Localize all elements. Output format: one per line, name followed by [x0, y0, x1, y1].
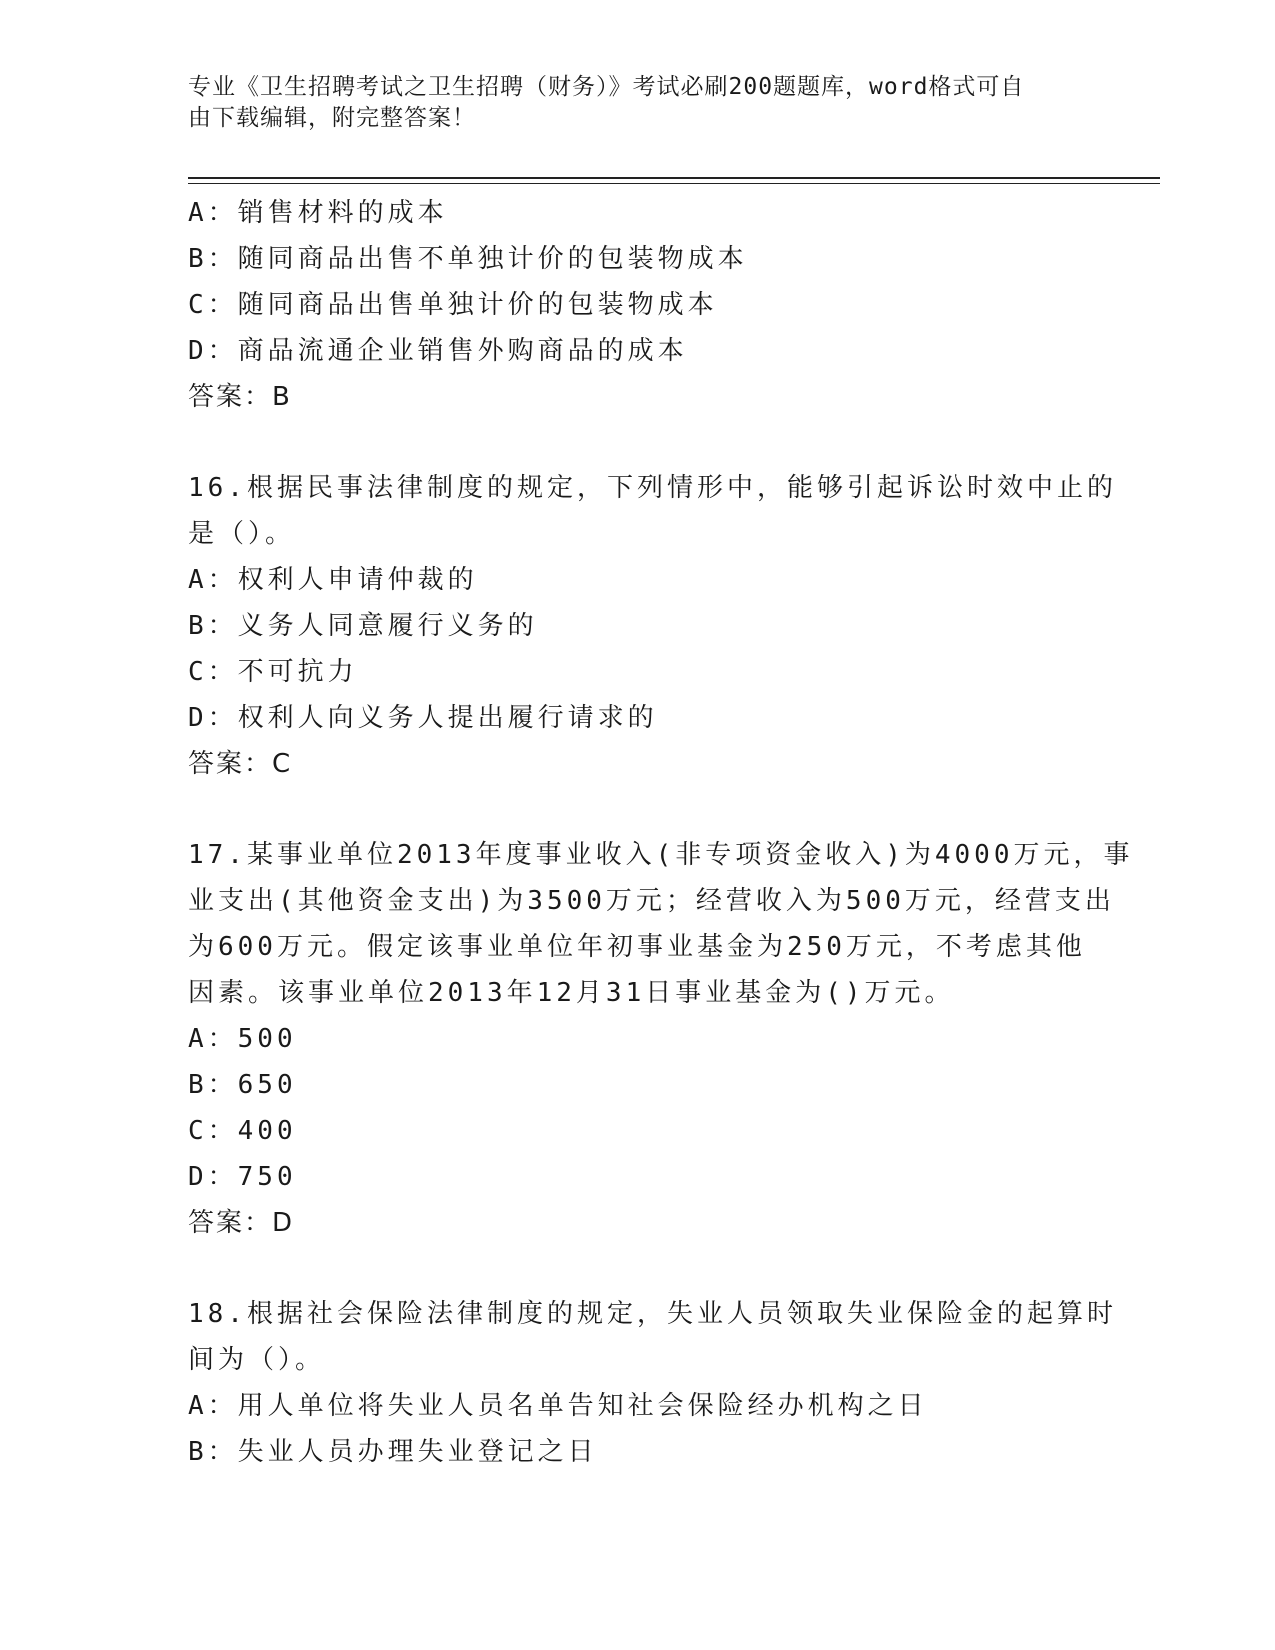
option-a: A：权利人申请仲裁的 — [188, 565, 478, 595]
question-stem-line: 为600万元。假定该事业单位年初事业基金为250万元，不考虑其他 — [188, 932, 1086, 962]
question-stem-line: 因素。该事业单位2013年12月31日事业基金为()万元。 — [188, 978, 955, 1008]
question-stem-line: 18.根据社会保险法律制度的规定，失业人员领取失业保险金的起算时 — [188, 1299, 1117, 1329]
question-18 — [188, 1291, 1117, 1475]
answer-line: 答案：D — [188, 1208, 295, 1238]
question-17 — [188, 832, 1134, 1246]
option-c: C：随同商品出售单独计价的包装物成本 — [188, 290, 718, 320]
option-a: A：销售材料的成本 — [188, 198, 448, 228]
document-header — [188, 72, 1068, 134]
answer-line: 答案：C — [188, 749, 293, 779]
option-d: D：750 — [188, 1162, 297, 1192]
spacer — [188, 1246, 1088, 1291]
spacer — [188, 420, 1088, 465]
option-b: B：义务人同意履行义务的 — [188, 611, 538, 641]
option-a: A：500 — [188, 1024, 297, 1054]
question-stem-line: 17.某事业单位2013年度事业收入(非专项资金收入)为4000万元，事 — [188, 840, 1134, 870]
option-b: B：650 — [188, 1070, 297, 1100]
question-list — [188, 190, 1134, 1475]
option-c: C：不可抗力 — [188, 657, 358, 687]
spacer — [188, 787, 1088, 832]
question-stem-line: 间为（）。 — [188, 1345, 326, 1375]
option-d: D：商品流通企业销售外购商品的成本 — [188, 336, 688, 366]
header-rule-thin — [188, 183, 1160, 184]
question-16 — [188, 465, 1117, 787]
option-d: D：权利人向义务人提出履行请求的 — [188, 703, 658, 733]
question-stem-line: 是（）。 — [188, 519, 296, 549]
question-stem-line: 16.根据民事法律制度的规定，下列情形中，能够引起诉讼时效中止的 — [188, 473, 1117, 503]
answer-line: 答案：B — [188, 382, 292, 412]
header-line-1: 专业《卫生招聘考试之卫生招聘（财务）》考试必刷200题题库，word格式可自 — [188, 74, 1025, 100]
option-b: B：随同商品出售不单独计价的包装物成本 — [188, 244, 748, 274]
option-c: C：400 — [188, 1116, 297, 1146]
header-line-2: 由下载编辑，附完整答案！ — [188, 105, 476, 131]
header-rule-thick — [188, 177, 1160, 179]
question-stem-line: 业支出(其他资金支出)为3500万元；经营收入为500万元，经营支出 — [188, 886, 1115, 916]
option-a: A：用人单位将失业人员名单告知社会保险经办机构之日 — [188, 1391, 928, 1421]
question-15 — [188, 190, 1088, 420]
option-b: B：失业人员办理失业登记之日 — [188, 1437, 598, 1467]
